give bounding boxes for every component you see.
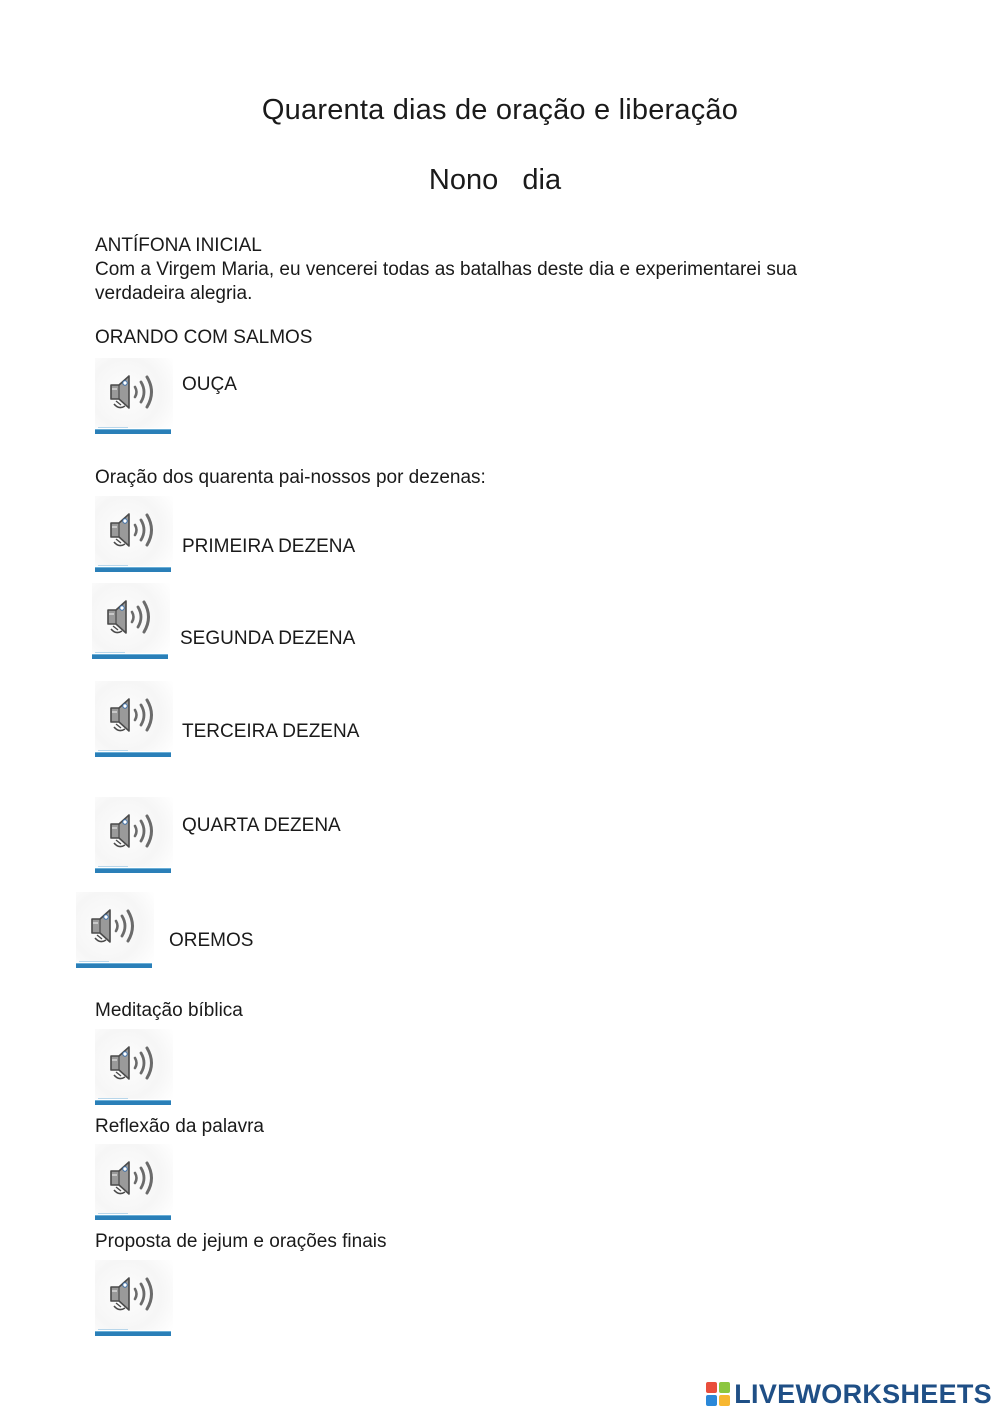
fasting-heading: Proposta de jejum e orações finais (95, 1231, 387, 1252)
psalms-heading: ORANDO COM SALMOS (95, 327, 313, 348)
meditation-audio-button[interactable] (95, 1029, 173, 1105)
page-title: Quarenta dias de oração e liberação (261, 94, 739, 126)
speaker-icon (107, 809, 159, 853)
decade-4-label: QUARTA DEZENA (182, 815, 341, 836)
speaker-icon (107, 1156, 159, 1200)
decade-3-label: TERCEIRA DEZENA (182, 721, 360, 742)
audio-player-bar (95, 429, 171, 434)
speaker-icon (88, 904, 140, 948)
audio-player-bar (95, 752, 171, 757)
audio-player-bar (95, 1331, 171, 1336)
antiphon-heading: ANTÍFONA INICIAL (95, 235, 262, 256)
psalms-audio-button[interactable] (95, 358, 173, 434)
oremos-label: OREMOS (169, 930, 254, 951)
audio-player-bar (95, 567, 171, 572)
reflection-audio-button[interactable] (95, 1144, 173, 1220)
listen-label: OUÇA (182, 374, 237, 395)
audio-player-bar (95, 868, 171, 873)
decade-3-audio-button[interactable] (95, 681, 173, 757)
audio-player-bar (76, 963, 152, 968)
speaker-icon (104, 595, 156, 639)
fasting-audio-button[interactable] (95, 1260, 173, 1336)
audio-player-bar (92, 654, 168, 659)
decade-4-audio-button[interactable] (95, 797, 173, 873)
liveworksheets-logo-icon (706, 1382, 730, 1406)
speaker-icon (107, 508, 159, 552)
audio-player-bar (95, 1100, 171, 1105)
meditation-heading: Meditação bíblica (95, 1000, 243, 1021)
liveworksheets-logo (706, 1378, 992, 1410)
page-subtitle: Nono dia (428, 164, 562, 196)
decades-intro: Oração dos quarenta pai-nossos por dezenas: (95, 467, 486, 488)
speaker-icon (107, 370, 159, 414)
brand-name: LIVEWORKSHEETS (734, 1378, 992, 1409)
decade-1-label: PRIMEIRA DEZENA (182, 536, 356, 557)
audio-player-bar (95, 1215, 171, 1220)
speaker-icon (107, 693, 159, 737)
oremos-audio-button[interactable] (76, 892, 154, 968)
antiphon-text: Com a Virgem Maria, eu vencerei todas as batalhas deste dia e experimentarei sua verdadeira alegria. (95, 259, 797, 304)
reflection-heading: Reflexão da palavra (95, 1116, 264, 1137)
decade-2-label: SEGUNDA DEZENA (180, 628, 356, 649)
speaker-icon (107, 1272, 159, 1316)
decade-2-audio-button[interactable] (92, 583, 170, 659)
speaker-icon (107, 1041, 159, 1085)
decade-1-audio-button[interactable] (95, 496, 173, 572)
